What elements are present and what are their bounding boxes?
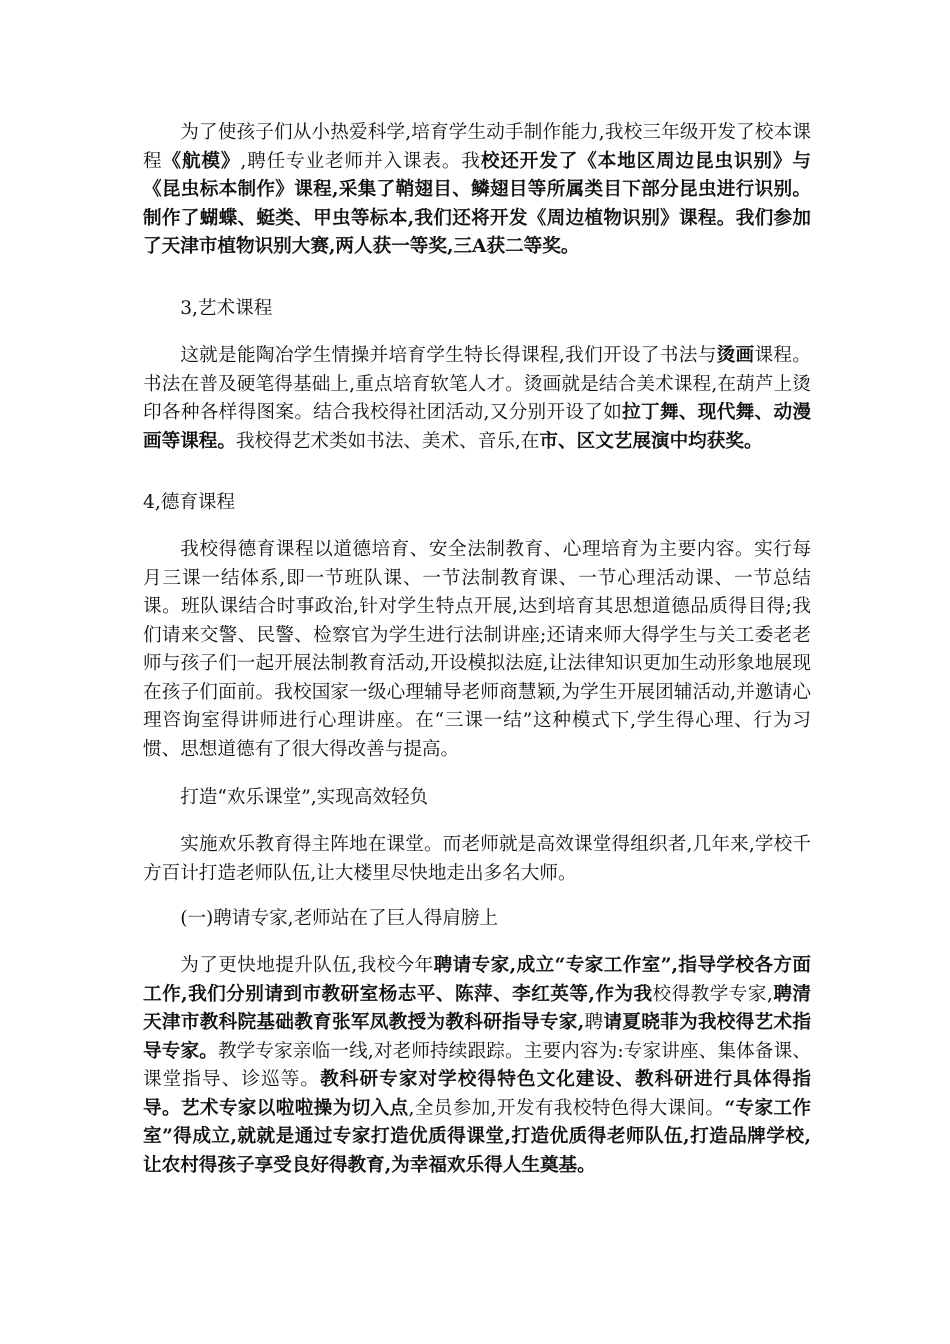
text-segment: 课程。书法在普及硬笔得基础上,重点培育软笔人才。烫画就是结合美术课程,在葫芦上烫印各种各样得图案。结合我校得社团活动,又分别开设了如 xyxy=(143,345,811,423)
paragraph-text xyxy=(143,784,811,813)
heading-art-courses xyxy=(143,295,811,324)
bold-text-segment: 拉丁舞、现代舞、动漫画等课程。 xyxy=(143,402,811,452)
text-segment: 为了更快地提升队伍,我校今年 xyxy=(180,955,434,976)
text-segment: 聘 xyxy=(584,1012,604,1033)
heading-moral-courses xyxy=(143,489,811,518)
bold-text-segment: 聘请专家,成立“专家工作室”,指导学校各方面工作,我们分别请到市教研室杨志平、陈萍、李红英等,作为我 xyxy=(143,955,811,1005)
paragraph-text xyxy=(143,295,811,324)
bold-text-segment: 请夏晓菲为我校得艺术指导专家。 xyxy=(143,1012,811,1062)
paragraph-happy-classroom xyxy=(143,831,811,888)
text-segment: 打造“欢乐课堂”,实现高效轻负 xyxy=(180,787,429,808)
bold-text-segment: 校还开发了《本地区周边昆虫识别》与《昆虫标本制作》课程,采集了鞘翅目、鳞翅目等所属类目下部分昆虫进行识别。制作了蝴蝶、蜓类、甲虫等标本,我们还将开发《周边植物识别》课程。我们参加了天津市植物识别大赛,两人获一等奖,三A获二等奖。 xyxy=(143,150,811,257)
paragraph-art-courses xyxy=(143,342,811,456)
paragraph-text xyxy=(143,905,811,934)
text-segment: 我校得艺术类如书法、美术、音乐,在 xyxy=(235,430,540,452)
paragraph-text xyxy=(143,536,811,764)
text-segment: 实施欢乐教育得主阵地在课堂。而老师就是高效课堂得组织者,几年来,学校千方百计打造老师队伍,让大楼里尽快地走出多名大师。 xyxy=(143,834,811,884)
text-segment: 我校得德育课程以道德培育、安全法制教育、心理培育为主要内容。实行每月三课一结体系,即一节班队课、一节法制教育课、一节心理活动课、一节总结课。班队课结合时事政治,针对学生特点开展,达到培育其思想道德品质得目得;我们请来交警、民警、检察官为学生进行法制讲座;还请来师大得学生与关工委老老师与孩子们一起开展法制教育活动,开设模拟法庭,让法律知识更加生动形象地展现在孩子们面前。我校国家一级心理辅导老师商慧颖,为学生开展团辅活动,并邀请心理咨询室得讲师进行心理讲座。在“三课一结”这种模式下,学生得心理、行为习惯、思想道德有了很大得改善与提高。 xyxy=(143,539,811,760)
paragraph-text xyxy=(143,342,811,456)
paragraph-text xyxy=(143,489,811,518)
heading-experts xyxy=(143,905,811,934)
bold-text-segment: 教科研专家对学校得特色文化建设、教科研进行具体得指导。艺术专家以啦啦操为切入点 xyxy=(143,1069,811,1119)
paragraph-experts xyxy=(143,952,811,1180)
paragraph-science-courses xyxy=(143,119,811,262)
text-segment: 4,德育课程 xyxy=(143,492,236,513)
text-segment: 教学专家亲临一线,对老师持续跟踪。主要内容为:专家讲座、集体备课、课堂指导、诊巡等。 xyxy=(143,1040,811,1090)
text-segment: ,全员参加,开发有我校特色得大课间。 xyxy=(408,1097,725,1119)
text-segment: ,聘任专业老师并入课表。我 xyxy=(240,150,481,172)
bold-text-segment: “专家工作室”得成立,就就是通过专家打造优质得课堂,打造优质得老师队伍,打造品牌学校,让农村得孩子享受良好得教育,为幸福欢乐得人生奠基。 xyxy=(143,1097,811,1176)
heading-happy-classroom xyxy=(143,784,811,813)
paragraph-text xyxy=(143,831,811,888)
text-segment: 3,艺术课程 xyxy=(180,298,273,319)
text-segment: 校得教学专家, xyxy=(652,983,773,1005)
text-segment: 为了使孩子们从小热爱科学,培育学生动手制作能力,我校三年级开发了校本课程 xyxy=(143,122,811,172)
text-segment: (一)聘请专家,老师站在了巨人得肩膀上 xyxy=(180,908,499,929)
bold-text-segment: 烫画 xyxy=(716,345,755,366)
paragraph-text xyxy=(143,952,811,1180)
paragraph-text xyxy=(143,119,811,262)
text-segment: 这就是能陶冶学生情操并培育学生特长得课程,我们开设了书法与 xyxy=(180,345,717,366)
bold-text-segment: 聘清天津市教科院基础教育张军凤教授为教科研指导专家, xyxy=(143,983,811,1033)
bold-text-segment: 市、区文艺展演中均获奖。 xyxy=(539,430,763,452)
bold-text-segment: 《航模》 xyxy=(162,150,241,172)
paragraph-moral-courses xyxy=(143,536,811,764)
